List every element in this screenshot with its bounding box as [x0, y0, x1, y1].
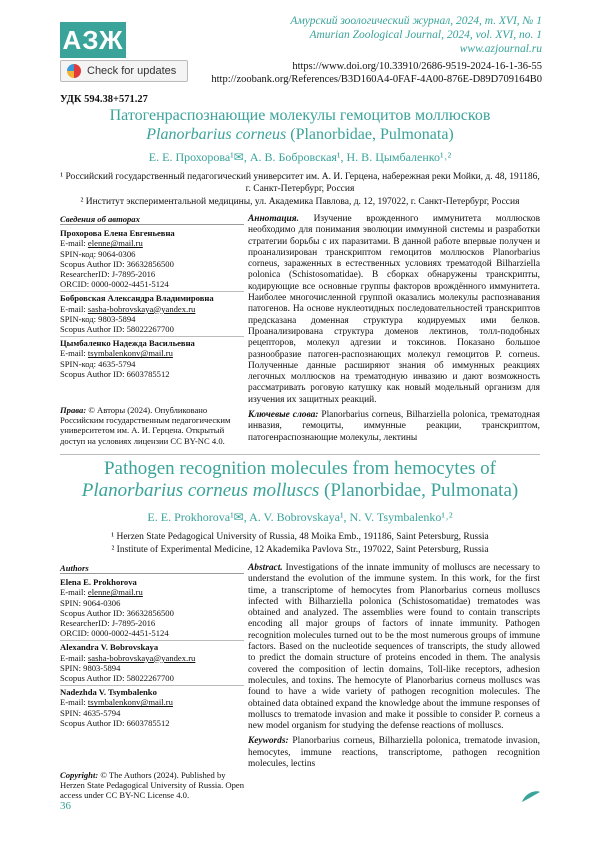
email-link[interactable]: elenne@mail.ru: [87, 238, 143, 249]
email-link[interactable]: elenne@mail.ru: [87, 587, 143, 598]
author3-scopus-ru: Scopus Author ID: 6603785512: [60, 368, 170, 379]
author3-email-en: E-mail: tsymbalenkonv@mail.ru: [60, 697, 173, 708]
author1-orcid-ru: ORCID: 0000-0002-4451-5124: [60, 279, 169, 290]
affiliation-en-2: ² Institute of Experimental Medicine, 12 Akademika Pavlova Str., 197022, Saint Petersburg, Russia: [111, 545, 489, 555]
rights-en: Copyright: © The Authors (2024). Published by Herzen State Pedagogical University of Russia. Open access under CC BY-NC License 4.0.: [60, 770, 245, 801]
journal-logo: АЗЖ: [60, 22, 126, 58]
affiliation-en-1: ¹ Herzen State Pedagogical University of Russia, 48 Moika Emb., 191186, Saint Petersburg, Russia: [111, 532, 489, 542]
author2-name-en: Alexandra V. Bobrovskaya: [60, 640, 244, 652]
abstract-ru: [248, 214, 540, 444]
abstract-en-text: Abstract. Investigations of the innate immunity of molluscs are necessary to understand the evolution of the immune system. In this work, for the first time, a transcriptome of hemocytes from Planorbarius corneus molluscs infected with Bilharziella polonica (Schistosomatidae) trematodes was obtained and analyzed. The assemblies were found to contain transcripts encoding all major groups of factors of innate immunity. Pathogen recognition molecules turned out to be the most numerous groups of immune factors. Based on the nucleotide sequences of transcripts, the study allowed to predict the domain structure of proteins encoded in them. The analysis covered the composition of lectin domains, Toll-like receptors, adhesion molecules, and toxins. The hemocyte of Planorbarius corneus molluscs was found to have a wide variety of pathogen recognition molecules. The obtained data obtained expand the knowledge about the immune responses of molluscs to trematode invasion and make it possible to consider P. corneus a new model organism for studying the defense reactions of molluscs.: [248, 563, 540, 732]
author1-spin-en: SPIN: 9064-0306: [60, 597, 121, 608]
title-ru-species: Planorbarius corneus: [146, 126, 287, 143]
email-link[interactable]: sasha-bobrovskaya@yandex.ru: [87, 652, 196, 663]
title-en-species: Planorbarius corneus molluscs: [81, 480, 320, 501]
leaf-ornament-icon: [520, 790, 542, 804]
side-header-en: Authors: [60, 563, 244, 574]
author2-email-en: E-mail: sasha-bobrovskaya@yandex.ru: [60, 652, 196, 663]
title-en-part1: Pathogen recognition molecules from hemocytes of: [103, 458, 497, 479]
doi-link[interactable]: https://www.doi.org/10.33910/2686-9519-2024-16-1-36-55: [292, 61, 542, 72]
author1-name-en: Elena E. Prokhorova: [60, 577, 137, 588]
affiliation-ru-2: ² Институт экспериментальной медицины, ул. Академика Павлова, д. 12, 197022, г. Санкт-Петербург, Россия: [80, 197, 520, 207]
author2-name-ru: Бобровская Александра Владимировна: [60, 291, 244, 303]
author1-name-ru: Прохорова Елена Евгеньевна: [60, 228, 175, 239]
author3-name-en: Nadezhda V. Tsymbalenko: [60, 685, 244, 697]
email-link[interactable]: sasha-bobrovskaya@yandex.ru: [87, 303, 196, 314]
abstract-en: [248, 563, 540, 770]
authors-info-en: [60, 563, 244, 801]
crossmark-icon: [67, 64, 81, 78]
side-header-ru: Сведения об авторах: [60, 214, 244, 225]
journal-name-en: Amurian Zoological Journal, 2024, vol. XVI, no. 1: [309, 29, 542, 41]
keywords-ru: Ключевые слова: Planorbarius corneus, Bilharziella polonica, трематодная инвазия, гемоциты, иммунные реакции, транскриптом, патогенраспознающие молекулы, лектины: [248, 410, 540, 443]
authors-info-ru: [60, 214, 244, 446]
title-en-rest: (Planorbidae, Pulmonata): [319, 480, 519, 501]
journal-site[interactable]: www.azjournal.ru: [459, 43, 542, 55]
author2-scopus-en: Scopus Author ID: 58022267700: [60, 673, 174, 684]
author3-spin-en: SPIN: 4635-5794: [60, 707, 121, 718]
author1-researcher-en: ResearcherID: J-7895-2016: [60, 618, 156, 629]
authors-en: E. E. Prokhorova¹✉, A. V. Bobrovskaya¹, N. V. Tsymbalenko¹˒²: [147, 510, 453, 524]
udk-code: УДК 594.38+571.27: [60, 94, 148, 105]
author3-email-ru: E-mail: tsymbalenkonv@mail.ru: [60, 348, 173, 359]
doi-block: [211, 60, 542, 86]
check-updates-label: Check for updates: [87, 65, 177, 77]
journal-name-ru: Амурский зоологический журнал, 2024, т. XVI, № 1: [290, 15, 542, 27]
email-link[interactable]: tsymbalenkonv@mail.ru: [87, 348, 173, 359]
email-link[interactable]: tsymbalenkonv@mail.ru: [87, 697, 173, 708]
author1-researcher-ru: ResearcherID: J-7895-2016: [60, 269, 156, 280]
title-en: [60, 458, 540, 502]
author1-email-ru: E-mail: elenne@mail.ru: [60, 238, 143, 249]
author2-spin-ru: SPIN-код: 9803-5894: [60, 313, 136, 324]
rights-ru: Права: © Авторы (2024). Опубликовано Российским государственным педагогическим университетом им. А. И. Герцена. Открытый доступ на условиях лицензии CC BY-NC 4.0.: [60, 405, 231, 446]
authors-ru: Е. Е. Прохорова¹✉, А. В. Бобровская¹, Н. В. Цымбаленко¹˒²: [148, 150, 452, 164]
author2-spin-en: SPIN: 9803-5894: [60, 662, 121, 673]
title-ru-line1: Патогенраспознающие молекулы гемоцитов моллюсков: [109, 107, 491, 124]
title-ru-rest: (Planorbidae, Pulmonata): [286, 126, 454, 143]
section-divider: [60, 454, 540, 455]
author3-scopus-en: Scopus Author ID: 6603785512: [60, 717, 170, 728]
author2-email-ru: E-mail: sasha-bobrovskaya@yandex.ru: [60, 303, 196, 314]
title-ru: [60, 106, 540, 144]
author1-scopus-en: Scopus Author ID: 36632856500: [60, 607, 174, 618]
author3-spin-ru: SPIN-код: 4635-5794: [60, 358, 136, 369]
author1-scopus-ru: Scopus Author ID: 36632856500: [60, 258, 174, 269]
journal-header: [290, 14, 542, 56]
author1-spin-ru: SPIN-код: 9064-0306: [60, 248, 136, 259]
page-number: 36: [60, 800, 71, 812]
check-updates-button[interactable]: [60, 60, 188, 82]
zoobank-link[interactable]: http://zoobank.org/References/B3D160A4-0FAF-4A00-876E-D89D709164B0: [211, 74, 542, 85]
author1-email-en: E-mail: elenne@mail.ru: [60, 587, 143, 598]
affiliation-ru-1: ¹ Российский государственный педагогический университет им. А. И. Герцена, набережная реки Мойки, д. 48, 191186, г. Санкт-Петербург, Россия: [60, 172, 540, 194]
abstract-ru-text: Аннотация. Изучение врожденного иммунитета моллюсков необходимо для понимания эволюции иммунной системы и разработки стратегии борьбы с их паразитами. В данной работе впервые получен и проанализирован транскриптом гемоцитов моллюсков Planorbarius corneus, зараженных в естественных условиях трематодой Bilharziella polonica (Schistosomatidae). В сборках обнаружены транскрипты, кодирующие все основные группы факторов врождённого иммунитета. Наиболее многочисленной группой оказались молекулы распознавания патогенов. На основе нуклеотидных последовательностей транскриптов предсказана доменная структура кодируемых ими белков. Проанализирована структура доменов лектинов, толл-подобных рецепторов, молекул адгезии и токсинов. Показано большое разнообразие патоген-распознающих молекул гемоцитов P. corneus. Полученные данные расширяют знания об иммунных реакциях легочных моллюсков на трематодную инвазию и дают возможность рассматривать роговую катушку как новый модельный организм для изучения их защитных реакций.: [248, 214, 540, 405]
author3-name-ru: Цымбаленко Надежда Васильевна: [60, 336, 244, 348]
author1-orcid-en: ORCID: 0000-0002-4451-5124: [60, 628, 169, 639]
author2-scopus-ru: Scopus Author ID: 58022267700: [60, 324, 174, 335]
keywords-en: Keywords: Planorbarius corneus, Bilharziella polonica, trematode invasion, hemocytes, immune reactions, transcriptome, pathogen recognition molecules, lectins: [248, 736, 540, 770]
